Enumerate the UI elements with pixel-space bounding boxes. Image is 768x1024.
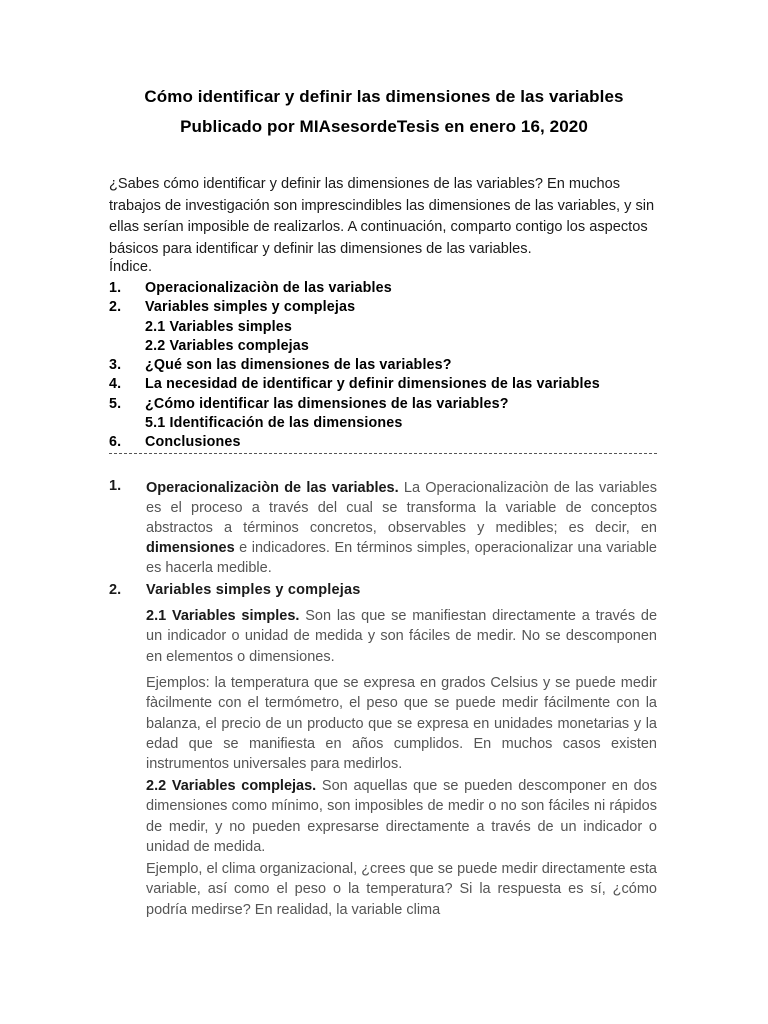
toc-item-label: 5.1 Identificación de las dimensiones — [145, 415, 403, 432]
toc-item-label: 2.1 Variables simples — [145, 318, 293, 335]
toc-item — [109, 279, 669, 298]
toc-item-number: 1. — [109, 280, 122, 296]
toc-subitem — [109, 337, 669, 356]
toc-item — [109, 433, 669, 452]
section-2-heading: Variables simples y complejas — [146, 582, 361, 598]
toc-item-label: ¿Qué son las dimensiones de las variables? — [145, 357, 452, 374]
example-paragraph: Ejemplo, el clima organizacional, ¿crees que se puede medir directamente esta variable, así como el peso o la temperatura? Si la respuesta es sí, ¿cómo podría medirse? En realidad, la variable clima — [146, 861, 657, 918]
toc-item-label: ¿Cómo identificar las dimensiones de las variables? — [145, 395, 509, 412]
toc-item-label: Variables simples y complejas — [145, 299, 356, 316]
section-number: 2. — [109, 582, 122, 598]
section-2 — [109, 582, 659, 604]
toc-heading: Índice. — [109, 259, 152, 275]
section-number: 1. — [109, 478, 122, 494]
subsection-2-1-text: Son las que se manifiestan directamente a través de un indicador o unidad de medida y son fáciles de medir. No se descomponen en elementos o dimensiones. — [146, 608, 658, 665]
document-byline: Publicado por MIAsesordeTesis en enero 16, 2020 — [180, 117, 588, 136]
toc-item-label: La necesidad de identificar y definir dimensiones de las variables — [145, 376, 600, 393]
toc-item-label: 2.2 Variables complejas — [145, 337, 309, 354]
intro-paragraph: ¿Sabes cómo identificar y definir las dimensiones de las variables? En muchos trabajos de investigación son imprescindibles las dimensiones de las variables, y sin ellas serían imposible de realizarlos. A continuación, comparto contigo los aspectos básicos para identificar y definir las dimensiones de las variables. — [109, 176, 655, 257]
examples-paragraph: Ejemplos: la temperatura que se expresa en grados Celsius y se puede medir fàcilmente con el termómetro, el peso que se puede medir fácilmente con la balanza, el precio de un producto que se expresa en unidades monetarias y la edad que se manifiesta en años cumplidos. En muchos casos existen instrumentos universales para medirlos. — [146, 675, 657, 773]
toc-item-number: 5. — [109, 395, 122, 412]
subsection-2-2 — [146, 776, 657, 857]
toc-subitem — [109, 318, 669, 337]
section-1-bold-word: dimensiones — [146, 540, 235, 556]
toc-item-label: Conclusiones — [145, 434, 241, 451]
toc-item-number: 3. — [109, 357, 122, 374]
section-1-body — [146, 478, 657, 578]
subsection-2-1 — [146, 606, 657, 667]
toc-item-number: 4. — [109, 376, 122, 393]
toc-item-label: Operacionalizaciòn de las variables — [145, 280, 392, 296]
dashed-divider — [109, 453, 657, 454]
toc-item — [109, 375, 669, 394]
toc-subitem — [109, 414, 669, 433]
section-1 — [109, 478, 659, 578]
section-1-lead: Operacionalizaciòn de las variables. — [146, 480, 399, 496]
subsection-2-2-text: Son aquellas que se pueden descomponer en dos dimensiones como mínimo, son imposibles de medir o no son fáciles ni rápidos de medir, y no pueden expresarse directamente a través de un indicador o unidad de medida. — [146, 778, 657, 855]
toc-item — [109, 395, 669, 414]
table-of-contents — [109, 279, 669, 453]
toc-item — [109, 298, 669, 317]
subsection-2-1-lead: 2.1 Variables simples. — [146, 608, 300, 624]
section-1-text-b: e indicadores. En términos simples, operacionalizar una variable es hacerla medible. — [146, 540, 657, 576]
subsection-2-2-lead: 2.2 Variables complejas. — [146, 778, 317, 794]
toc-item-number: 2. — [109, 299, 122, 316]
document-title: Cómo identificar y definir las dimensiones de las variables — [144, 87, 624, 106]
toc-item — [109, 356, 669, 375]
section-1-text-a: La Operacionalizaciòn de las variables es el proceso a través del cual se transforma la variable de conceptos abstractos a términos concretos, observables y medibles; es decir, en — [146, 480, 657, 536]
toc-item-number: 6. — [109, 434, 122, 451]
